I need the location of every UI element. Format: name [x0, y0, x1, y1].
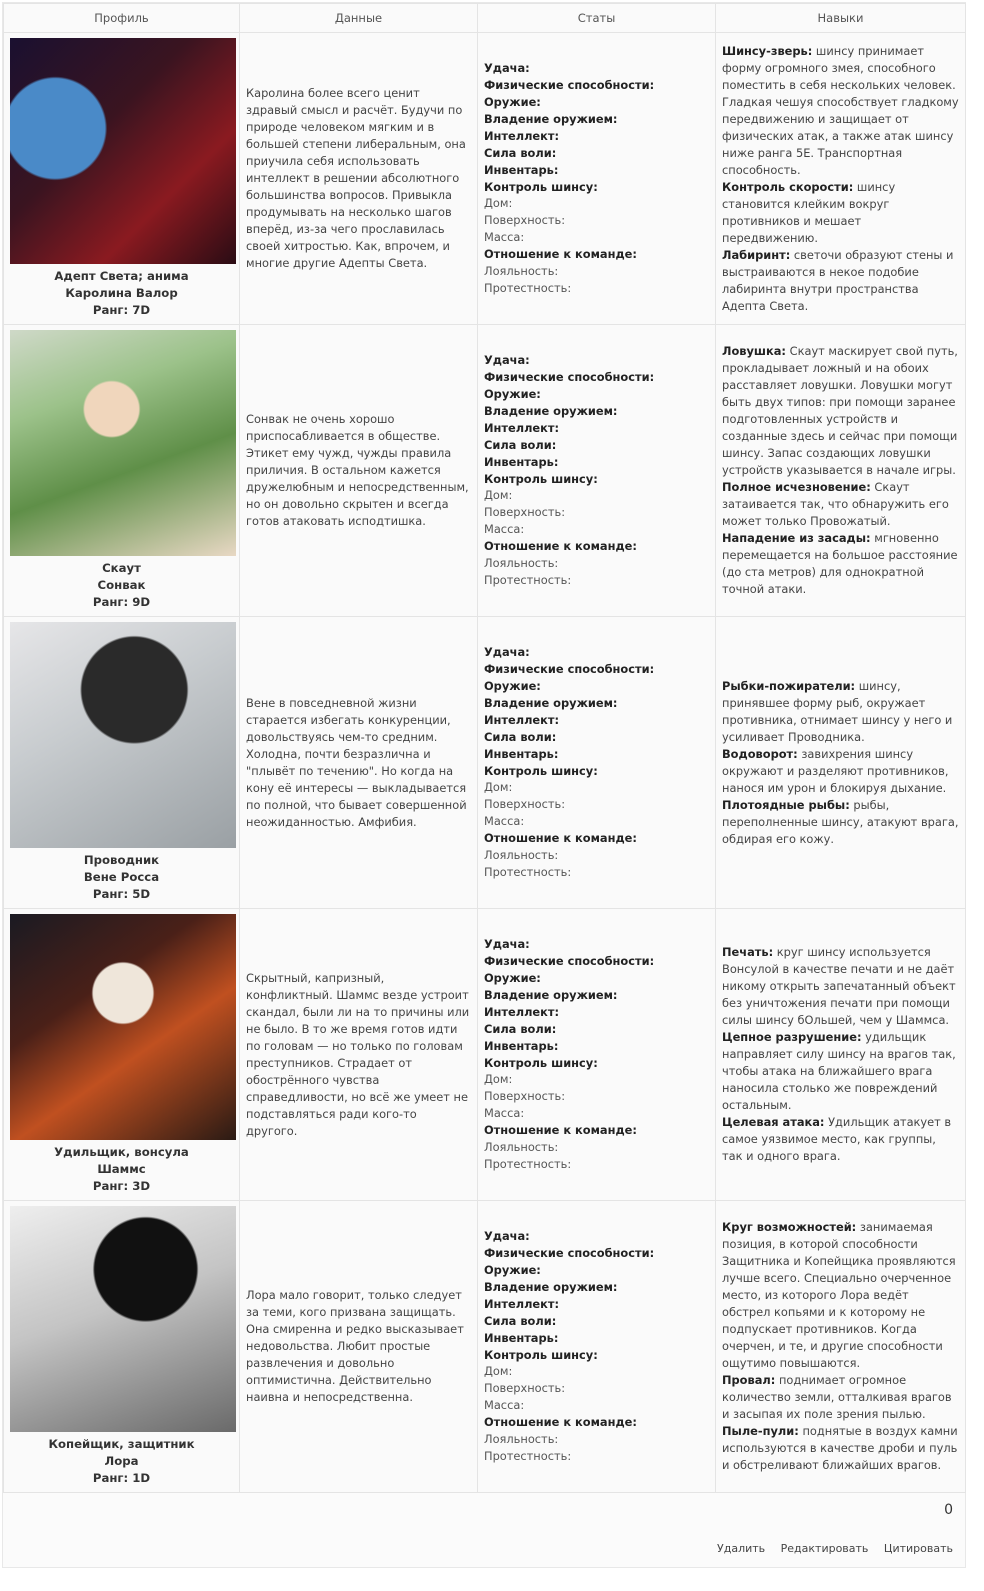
- stat-label: Масса:: [484, 1398, 525, 1413]
- skill-name: Полное исчезновение:: [722, 480, 871, 494]
- skill-name: Ловушка:: [722, 344, 786, 358]
- profile-cell: [4, 1201, 240, 1493]
- stat-label: Лояльность:: [484, 848, 559, 863]
- stat-label: Физические способности:: [484, 662, 655, 677]
- character-role: Адепт Света; анима: [54, 269, 189, 283]
- stat-label: Инвентарь:: [484, 1330, 559, 1345]
- stat-label: Интеллект:: [484, 712, 560, 727]
- skill-description: круг шинсу используется Вонсулой в качестве печати и не даёт никому открыть запечатанный объект без уничтожения печати при помощи силы шинсу бОльшей, чем у Шаммса.: [722, 945, 956, 1027]
- profile-cell: [4, 909, 240, 1201]
- skill-name: Пыле-пули:: [722, 1424, 799, 1438]
- skill-entry: [722, 746, 959, 797]
- character-bio: Каролина более всего ценит здравый смысл и расчёт. Будучи по природе человеком мягким и в большей степени либеральным, она приучила себя использовать интеллект в решении абсолютного большинства вопросов. Привыкла продумывать на несколько шагов вперёд, из-за чего прославилась своей хитростью. Как, впрочем, и многие другие Адепты Света.: [240, 33, 478, 325]
- stat-label: Интеллект:: [484, 420, 560, 435]
- character-row: [4, 909, 966, 1201]
- character-bio: Сонвак не очень хорошо приспосабливается в обществе. Этикет ему чужд, чужды правила приличия. В остальном кажется дружелюбным и непосредственным, но он довольно скрытен и всегда готов атаковать исподтишка.: [240, 325, 478, 617]
- stat-label: Удача:: [484, 1229, 530, 1244]
- skill-description: шинсу становится клейким вокруг противников и мешает передвижению.: [722, 179, 896, 245]
- skill-name: Лабиринт:: [722, 247, 791, 262]
- stat-label: Сила воли:: [484, 437, 557, 452]
- like-counter[interactable]: 0: [944, 1502, 953, 1518]
- character-portrait[interactable]: [10, 38, 236, 264]
- stat-label: Контроль шинсу:: [484, 763, 598, 778]
- stat-label: Владение оружием:: [484, 403, 618, 418]
- character-name: Сонвак: [97, 578, 146, 592]
- character-portrait[interactable]: [10, 622, 236, 848]
- skill-name: Круг возможностей:: [722, 1220, 857, 1234]
- stat-label: Поверхность:: [484, 213, 566, 228]
- stat-label: Лояльность:: [484, 264, 559, 279]
- skill-entry: [722, 1029, 959, 1114]
- stat-label: Инвентарь:: [484, 162, 559, 177]
- skill-name: Провал:: [722, 1373, 776, 1387]
- stat-label: Физические способности:: [484, 78, 655, 93]
- stat-label: Оружие:: [484, 386, 541, 401]
- skill-description: завихрения шинсу окружают и разделяют противников, нанося им урон и блокируя дыхание.: [722, 746, 949, 795]
- stat-label: Масса:: [484, 814, 525, 829]
- post-footer: [3, 1490, 965, 1568]
- skill-description: Скаут маскирует свой путь, прокладывает ложный и на обоих расставляет ловушки. Ловушки могут быть двух типов: при помощи заранее подготовленных устройств и созданные здесь и сейчас при помощи шинсу. Запас создающих ловушки устройств указывается в начале игры.: [722, 344, 958, 477]
- skill-entry: [722, 1219, 959, 1372]
- character-role: Скаут: [102, 561, 141, 575]
- skill-description: поднимает огромное количество земли, отталкивая врагов и засыпая их поле зрения пылью.: [722, 1373, 952, 1421]
- delete-link[interactable]: Удалить: [717, 1542, 766, 1555]
- header-skills: Навыки: [716, 4, 966, 33]
- character-portrait[interactable]: [10, 914, 236, 1140]
- stat-label: Протестность:: [484, 280, 572, 295]
- stat-label: Владение оружием:: [484, 111, 618, 126]
- skill-name: Нападение из засады:: [722, 531, 871, 545]
- skill-name: Плотоядные рыбы:: [722, 797, 850, 812]
- skill-entry: [722, 479, 959, 530]
- character-rank: Ранг: 7D: [92, 303, 151, 317]
- skill-description: удильщик направляет силу шинсу на врагов так, чтобы атака на ближайшего врага наносила столько же повреждений остальным.: [722, 1030, 956, 1112]
- skill-entry: [722, 179, 959, 247]
- stat-label: Контроль шинсу:: [484, 1347, 598, 1362]
- stat-label: Лояльность:: [484, 556, 559, 571]
- skill-description: светочи образуют стены и выстраиваются в некое подобие лабиринта внутри пространства Адепта Света.: [722, 247, 954, 313]
- character-portrait[interactable]: [10, 1206, 236, 1432]
- header-stats: Статы: [478, 4, 716, 33]
- skill-description: Скаут затаивается так, что обнаружить его может только Провожатый.: [722, 480, 949, 528]
- skill-entry: [722, 1114, 959, 1165]
- skill-entry: [722, 1423, 959, 1474]
- skill-entry: [722, 343, 959, 479]
- stats-cell: [478, 1201, 716, 1493]
- stat-label: Отношение к команде:: [484, 539, 637, 554]
- stat-label: Дом:: [484, 1364, 513, 1379]
- character-rank: Ранг: 1D: [92, 1471, 151, 1485]
- character-rank: Ранг: 9D: [92, 595, 151, 609]
- stat-label: Протестность:: [484, 1448, 572, 1463]
- stat-label: Оружие:: [484, 94, 541, 109]
- skill-entry: [722, 247, 959, 315]
- stat-label: Сила воли:: [484, 729, 557, 744]
- stat-label: Контроль шинсу:: [484, 471, 598, 486]
- stat-label: Удача:: [484, 937, 530, 952]
- character-bio: Вене в повседневной жизни старается избегать конкуренции, довольствуясь чем-то средним. Холодна, почти безразлична и "плывёт по течению". Но когда на кону её интересы — выкладывается по полной, что бывает совершенной неожиданностью. Амфибия.: [240, 617, 478, 909]
- skill-description: занимаемая позиция, в которой способности Защитника и Копейщика проявляются лучше всего. Специально очерченное место, из которого Лора ведёт обстрел копьями и к которому не подпускает противников. Когда очерчен, и те, и другие способности ощутимо повышаются.: [722, 1220, 956, 1370]
- stat-label: Оружие:: [484, 678, 541, 693]
- edit-link[interactable]: Редактировать: [780, 1542, 869, 1555]
- stat-label: Инвентарь:: [484, 1038, 559, 1053]
- stats-cell: [478, 33, 716, 325]
- character-row: [4, 33, 966, 325]
- stat-label: Отношение к команде:: [484, 1123, 637, 1138]
- stat-label: Поверхность:: [484, 797, 566, 812]
- skills-cell: [716, 325, 966, 617]
- stat-label: Лояльность:: [484, 1432, 559, 1447]
- stat-label: Дом:: [484, 196, 513, 211]
- character-role: Проводник: [83, 853, 160, 867]
- skill-name: Целевая атака:: [722, 1115, 825, 1129]
- stat-label: Масса:: [484, 230, 525, 245]
- profile-cell: [4, 617, 240, 909]
- stat-label: Сила воли:: [484, 1313, 557, 1328]
- post-container: [2, 2, 966, 1568]
- stats-cell: [478, 325, 716, 617]
- character-rank: Ранг: 5D: [92, 887, 151, 901]
- character-row: [4, 617, 966, 909]
- skills-cell: [716, 909, 966, 1201]
- skill-description: шинсу, принявшее форму рыб, окружает противника, отнимает шинсу у него и усиливает Проводника.: [722, 678, 953, 744]
- skills-cell: [716, 617, 966, 909]
- stat-label: Владение оружием:: [484, 695, 618, 710]
- stat-label: Удача:: [484, 61, 530, 76]
- stat-label: Поверхность:: [484, 1089, 566, 1104]
- character-name: Каролина Валор: [65, 286, 178, 300]
- skill-description: Удильщик атакует в самое уязвимое место, как группы, так и одного врага.: [722, 1115, 952, 1163]
- stat-label: Масса:: [484, 1106, 525, 1121]
- profile-cell: [4, 325, 240, 617]
- stat-label: Оружие:: [484, 1262, 541, 1277]
- stat-label: Владение оружием:: [484, 1279, 618, 1294]
- skill-entry: [722, 797, 959, 848]
- skill-name: Контроль скорости:: [722, 179, 854, 194]
- stat-label: Интеллект:: [484, 1004, 560, 1019]
- skill-description: поднятые в воздух камни используются в качестве дроби и пуль и обстреливают ближайших врагов.: [722, 1424, 958, 1472]
- profile-cell: [4, 33, 240, 325]
- skill-name: Рыбки-пожиратели:: [722, 678, 856, 693]
- skill-description: шинсу принимает форму огромного змея, способного поместить в себя нескольких человек. Гладкая чешуя способствует гладкому передвижению и защищает от физических атак, а также атак шинсу ниже ранга 5E. Транспортная способность.: [722, 43, 959, 177]
- stat-label: Отношение к команде:: [484, 247, 637, 262]
- skill-name: Цепное разрушение:: [722, 1030, 862, 1044]
- character-bio: Лора мало говорит, только следует за теми, кого призвана защищать. Она смиренна и редко высказывает недовольства. Любит простые развлечения и довольно оптимистична. Действительно наивна и непосредственна.: [240, 1201, 478, 1493]
- character-name: Лора: [104, 1454, 139, 1468]
- stat-label: Дом:: [484, 488, 513, 503]
- skill-description: рыбы, переполненные шинсу, атакуют врага, обдирая его кожу.: [722, 797, 959, 846]
- skill-entry: [722, 944, 959, 1029]
- skill-name: Шинсу-зверь:: [722, 43, 813, 58]
- stat-label: Удача:: [484, 353, 530, 368]
- stat-label: Интеллект:: [484, 1296, 560, 1311]
- stat-label: Протестность:: [484, 864, 572, 879]
- stat-label: Контроль шинсу:: [484, 1055, 598, 1070]
- stat-label: Интеллект:: [484, 128, 560, 143]
- stat-label: Протестность:: [484, 1156, 572, 1171]
- stat-label: Отношение к команде:: [484, 831, 637, 846]
- quote-link[interactable]: Цитировать: [883, 1542, 953, 1555]
- skills-cell: [716, 1201, 966, 1493]
- stat-label: Протестность:: [484, 572, 572, 587]
- header-data: Данные: [240, 4, 478, 33]
- character-portrait[interactable]: [10, 330, 236, 556]
- stat-label: Дом:: [484, 780, 513, 795]
- stat-label: Дом:: [484, 1072, 513, 1087]
- character-role: Копейщик, защитник: [48, 1437, 195, 1451]
- character-row: [4, 325, 966, 617]
- skill-entry: [722, 530, 959, 598]
- stat-label: Лояльность:: [484, 1140, 559, 1155]
- stat-label: Владение оружием:: [484, 987, 618, 1002]
- character-name: Вене Росса: [83, 870, 160, 884]
- header-profile: Профиль: [4, 4, 240, 33]
- stat-label: Сила воли:: [484, 1021, 557, 1036]
- stat-label: Сила воли:: [484, 145, 557, 160]
- post-actions: [705, 1540, 953, 1557]
- character-rank: Ранг: 3D: [92, 1179, 151, 1193]
- skills-cell: [716, 33, 966, 325]
- skill-entry: [722, 678, 959, 746]
- stat-label: Инвентарь:: [484, 454, 559, 469]
- skill-name: Водоворот:: [722, 746, 798, 761]
- character-role: Удильщик, вонсула: [54, 1145, 189, 1159]
- skill-entry: [722, 1372, 959, 1423]
- stat-label: Оружие:: [484, 970, 541, 985]
- stat-label: Физические способности:: [484, 1246, 655, 1261]
- stat-label: Контроль шинсу:: [484, 179, 598, 194]
- stat-label: Физические способности:: [484, 954, 655, 969]
- stats-cell: [478, 617, 716, 909]
- stats-cell: [478, 909, 716, 1201]
- character-name: Шаммс: [97, 1162, 146, 1176]
- stat-label: Отношение к команде:: [484, 1415, 637, 1430]
- stat-label: Инвентарь:: [484, 746, 559, 761]
- stat-label: Поверхность:: [484, 505, 566, 520]
- stat-label: Масса:: [484, 522, 525, 537]
- skill-description: мгновенно перемещается на большое расстояние (до ста метров) для однократной точной атаки.: [722, 531, 958, 596]
- character-roster-table: [3, 3, 966, 1493]
- table-header-row: [4, 4, 966, 33]
- skill-name: Печать:: [722, 945, 774, 959]
- skill-entry: [722, 43, 959, 179]
- character-row: [4, 1201, 966, 1493]
- stat-label: Поверхность:: [484, 1381, 566, 1396]
- stat-label: Физические способности:: [484, 370, 655, 385]
- stat-label: Удача:: [484, 645, 530, 660]
- character-bio: Скрытный, капризный, конфликтный. Шаммс везде устроит скандал, были ли на то причины или не было. В то же время готов идти по головам — но только по головам преступников. Страдает от обострённого чувства справедливости, но всё же умеет не подставляться ради кого-то другого.: [240, 909, 478, 1201]
